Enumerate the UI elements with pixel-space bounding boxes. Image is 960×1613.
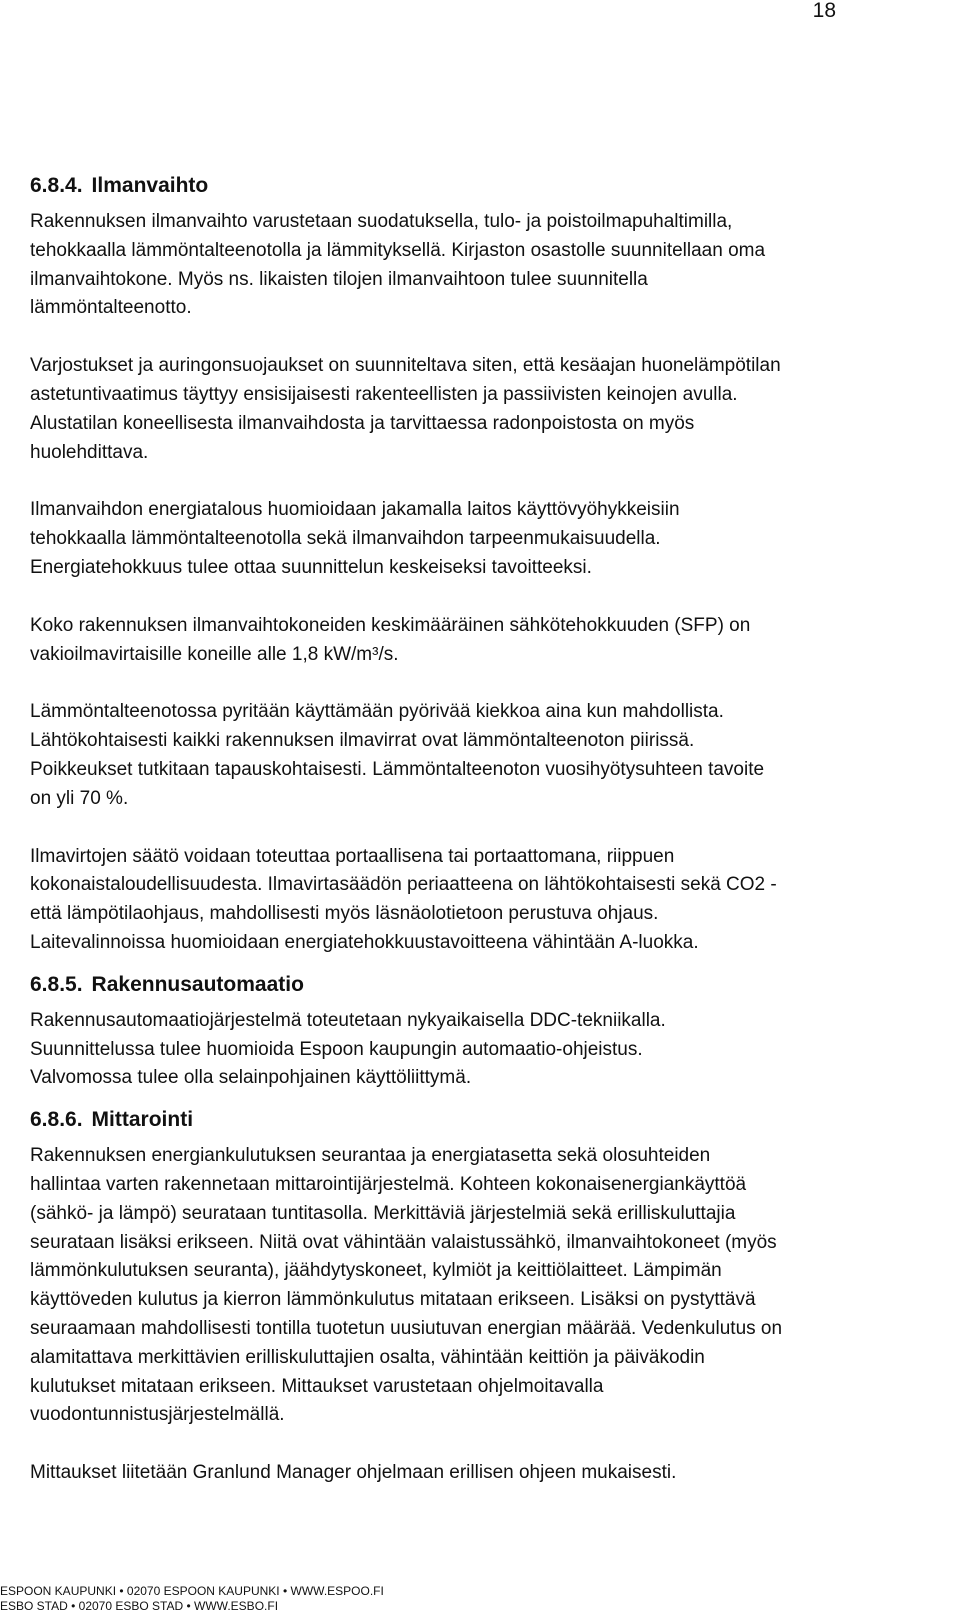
- paragraph: Koko rakennuksen ilmanvaihtokoneiden keskimääräinen sähkötehokkuuden (SFP) on vakioilmavirtaisille koneille alle 1,8 kW/m³/s.: [30, 612, 946, 670]
- section-heading-rakennusautomaatio: [30, 970, 946, 1000]
- paragraph: Mittaukset liitetään Granlund Manager ohjelmaan erillisen ohjeen mukaisesti.: [30, 1459, 946, 1488]
- section-heading-ilmanvaihto: [30, 171, 946, 201]
- section-title: Mittarointi: [92, 1108, 193, 1131]
- document-body: [30, 171, 946, 1488]
- paragraph: Ilmavirtojen säätö voidaan toteuttaa portaallisena tai portaattomana, riippuen kokonaistaloudellisuudesta. Ilmavirtasäädön periaatteena on lähtökohtaisesti sekä CO2 - että lämpötilaohjaus, mahdollisesti myös läsnäolotietoon perustuva ohjaus. Laitevalinnoissa huomioidaan energiatehokkuustavoitteena vähintään A-luokka.: [30, 843, 946, 958]
- section-heading-mittarointi: [30, 1105, 946, 1135]
- paragraph: Lämmöntalteenotossa pyritään käyttämään pyörivää kiekkoa aina kun mahdollista. Lähtökohtaisesti kaikki rakennuksen ilmavirrat ovat lämmöntalteenoton piirissä. Poikkeukset tutkitaan tapauskohtaisesti. Lämmöntalteenoton vuosihyötysuhteen tavoite on yli 70 %.: [30, 698, 946, 813]
- page-footer: [0, 1584, 384, 1613]
- footer-line-finnish: ESPOON KAUPUNKI • 02070 ESPOON KAUPUNKI • WWW.ESPOO.FI: [0, 1584, 384, 1599]
- section-number: 6.8.6.: [30, 1108, 83, 1131]
- section-number: 6.8.4.: [30, 174, 83, 197]
- paragraph: Varjostukset ja auringonsuojaukset on suunniteltava siten, että kesäajan huonelämpötilan astetuntivaatimus täyttyy ensisijaisesti rakenteellisten ja passiivisten keinojen avulla. Alustatilan koneellisesta ilmanvaihdosta ja tarvittaessa radonpoistosta on myös huolehdittava.: [30, 352, 946, 467]
- paragraph: Rakennusautomaatiojärjestelmä toteutetaan nykyaikaisella DDC-tekniikalla. Suunnittelussa tulee huomioida Espoon kaupungin automaatio-ohjeistus. Valvomossa tulee olla selainpohjainen käyttöliittymä.: [30, 1007, 946, 1093]
- section-number: 6.8.5.: [30, 973, 83, 996]
- paragraph: Ilmanvaihdon energiatalous huomioidaan jakamalla laitos käyttövyöhykkeisiin tehokkaalla lämmöntalteenotolla sekä ilmanvaihdon tarpeenmukaisuudella. Energiatehokkuus tulee ottaa suunnittelun keskeiseksi tavoitteeksi.: [30, 496, 946, 582]
- footer-line-swedish: ESBO STAD • 02070 ESBO STAD • WWW.ESBO.FI: [0, 1599, 384, 1613]
- paragraph: Rakennuksen ilmanvaihto varustetaan suodatuksella, tulo- ja poistoilmapuhaltimilla, tehokkaalla lämmöntalteenotolla ja lämmityksellä. Kirjaston osastolle suunnitellaan oma ilmanvaihtokone. Myös ns. likaisten tilojen ilmanvaihtoon tulee suunnitella lämmöntalteenotto.: [30, 208, 946, 323]
- section-title: Rakennusautomaatio: [92, 973, 304, 996]
- page-number: 18: [813, 0, 836, 26]
- section-title: Ilmanvaihto: [92, 174, 209, 197]
- paragraph: Rakennuksen energiankulutuksen seurantaa ja energiatasetta sekä olosuhteiden hallintaa varten rakennetaan mittarointijärjestelmä. Kohteen kokonaisenergiankäyttöä (sähkö- ja lämpö) seurataan tuntitasolla. Merkittäviä järjestelmiä sekä erilliskuluttajia seurataan lisäksi erikseen. Niitä ovat vähintään valaistussähkö, ilmanvaihtokoneet (myös lämmönkulutuksen seuranta), jäähdytyskoneet, kylmiöt ja keittiölaitteet. Lämpimän käyttöveden kulutus ja kierron lämmönkulutus mitataan erikseen. Lisäksi on pystyttävä seuraamaan mahdollisesti tontilla tuotetun uusiutuvan energian määrää. Vedenkulutus on alamitattava merkittävien erilliskuluttajien osalta, vähintään keittiön ja päiväkodin kulutukset mitataan erikseen. Mittaukset varustetaan ohjelmoitavalla vuodontunnistusjärjestelmällä.: [30, 1142, 946, 1430]
